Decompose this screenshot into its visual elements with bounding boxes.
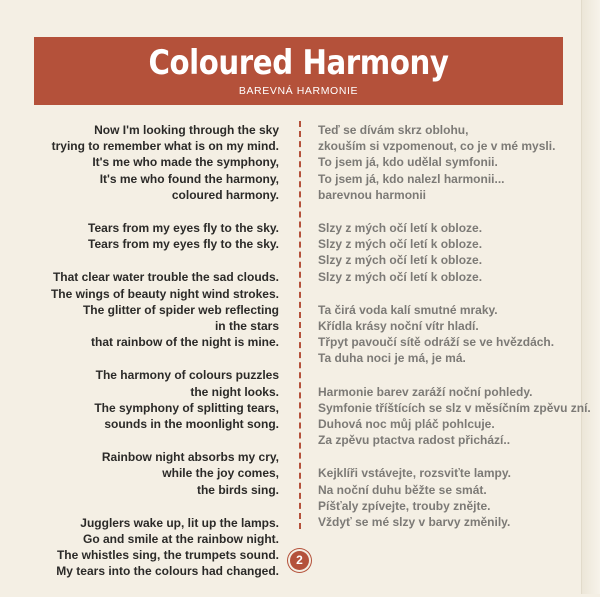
czech-lyric-line: To jsem já, kdo nalezl harmonii... [318, 171, 505, 186]
english-lyric-line: trying to remember what is on my mind. [51, 139, 279, 154]
czech-stanza [318, 384, 591, 449]
english-lyric-line: the birds sing. [196, 482, 279, 497]
english-lyric-line: sounds in the moonlight song. [104, 417, 279, 432]
czech-lyric-line: Ta čirá voda kalí smutné mraky. [318, 302, 498, 317]
czech-lyric-line: Harmonie barev zaráží noční pohledy. [318, 384, 533, 399]
english-lyric-line: in the stars [214, 319, 279, 334]
english-lyric-line: It's me who found the harmony, [99, 171, 279, 186]
czech-lyric-line: Teď se dívám skrz oblohu, [318, 123, 469, 137]
czech-lyric-line: To jsem já, kdo udělal symfonii. [318, 155, 498, 170]
czech-lyric-line: Za zpěvu ptactva radost přichází.. [318, 433, 511, 448]
english-stanza [9, 122, 279, 203]
english-lyric-line: that rainbow of the night is mine. [91, 335, 279, 350]
english-lyric-line: It's me who made the symphony, [92, 155, 279, 170]
czech-lyric-line: Slzy z mých očí letí k obloze. [318, 221, 483, 236]
english-stanza [9, 515, 279, 580]
czech-lyric-line: zkouším si vzpomenout, co je v mé mysli. [318, 139, 556, 154]
czech-lyric-line: Křídla krásy noční vítr hladí. [318, 319, 479, 334]
czech-stanza [318, 465, 588, 530]
czech-lyric-line: Slzy z mých očí letí k obloze. [318, 253, 483, 268]
english-lyric-line: Go and smile at the rainbow night. [82, 532, 279, 547]
english-lyric-line: Tears from my eyes fly to the sky. [88, 221, 279, 236]
english-lyric-line: while the joy comes, [162, 466, 279, 481]
english-lyric-line: Jugglers wake up, lit up the lamps. [80, 515, 279, 530]
czech-lyric-line: Třpyt pavoučí sítě odráží se ve hvězdách. [318, 335, 555, 350]
page-subtitle: BAREVNÁ HARMONIE [238, 85, 359, 97]
czech-lyric-line: Symfonie tříštících se slz v měsíčním zpěvu zní. [318, 400, 591, 415]
czech-lyric-line: Slzy z mých očí letí k obloze. [318, 237, 483, 252]
english-lyric-line: My tears into the colours had changed. [56, 564, 279, 579]
czech-lyric-line: barevnou harmonii [318, 187, 427, 202]
english-stanza [9, 449, 279, 498]
english-lyric-line: the night looks. [190, 384, 279, 399]
english-lyric-line: That clear water trouble the sad clouds. [52, 270, 279, 285]
column-divider [299, 121, 301, 529]
czech-stanza [318, 220, 588, 285]
english-lyric-line: The harmony of colours puzzles [95, 368, 279, 383]
title-banner [34, 37, 563, 105]
czech-lyric-line: Ta duha noci je má, je má. [318, 351, 466, 366]
czech-lyric-line: Duhová noc můj pláč pohlcuje. [318, 417, 495, 432]
czech-lyric-line: Slzy z mých očí letí k obloze. [318, 269, 483, 284]
english-lyrics-column [9, 122, 279, 597]
page-title: Coloured Harmony [148, 43, 449, 83]
czech-lyric-line: Vždyť se mé slzy v barvy změnily. [318, 515, 511, 530]
czech-lyric-line: Na noční duhu běžte se smát. [318, 482, 487, 497]
english-lyric-line: coloured harmony. [171, 187, 279, 202]
english-stanza [9, 220, 279, 252]
page-number-badge: 2 [290, 551, 309, 570]
czech-stanza [318, 302, 588, 367]
english-lyric-line: Tears from my eyes fly to the sky. [88, 237, 279, 252]
english-lyric-line: Now I'm looking through the sky [94, 123, 279, 137]
english-lyric-line: The wings of beauty night wind strokes. [50, 286, 279, 301]
english-lyric-line: The symphony of splitting tears, [94, 400, 279, 415]
english-lyric-line: The glitter of spider web reflecting [82, 302, 279, 317]
english-stanza [9, 269, 279, 350]
english-stanza [9, 367, 279, 432]
czech-stanza [318, 122, 588, 203]
czech-lyric-line: Kejklíři vstávejte, rozsviťte lampy. [318, 466, 511, 481]
czech-lyrics-column [318, 122, 591, 547]
english-lyric-line: Rainbow night absorbs my cry, [101, 450, 279, 465]
english-lyric-line: The whistles sing, the trumpets sound. [56, 548, 279, 563]
czech-lyric-line: Píšťaly zpívejte, trouby znějte. [318, 498, 491, 513]
